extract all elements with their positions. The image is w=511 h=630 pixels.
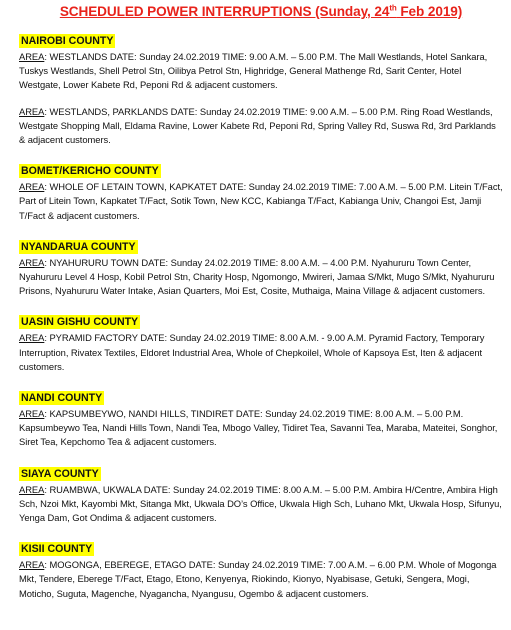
county-heading: KISII COUNTY	[21, 543, 93, 556]
area-label: AREA	[19, 408, 45, 420]
interruption-entry	[19, 331, 503, 374]
entry-text: : WHOLE OF LETAIN TOWN, KAPKATET DATE: Sunday 24.02.2019 TIME: 7.00 A.M. – 5.00 P.M. Litein T/Fact, Part of Litein Town, Kapkatet T/Fact, Sotik Town, New KCC, Kabianga T/Fact, Kabianga Univ, Changoi Est, Jamji T/Fact & adjacent customers.	[19, 181, 503, 221]
entry-text: : KAPSUMBEYWO, NANDI HILLS, TINDIRET DATE: Sunday 24.02.2019 TIME: 8.00 A.M. – 5.00 P.M. Kapsumbeywo Tea, Nandi Hills Town, Nandi Tea, Mbogo Valley, Tidiret Tea, Savanni Tea, Maraba, Mateitei, Songhor, Siret Tea, Kepchomo Tea & adjacent customers.	[19, 408, 498, 448]
entry-text: : NYAHURURU TOWN DATE: Sunday 24.02.2019 TIME: 8.00 A.M. – 4.00 P.M. Nyahururu Town Center, Nyahururu Level 4 Hosp, Kobil Petrol Stn, Charity Hosp, Ngomongo, Mwireri, Jamaa S/Mkt, Mugo S/Mkt, Nyahururu Prisons, Nyahururu Water Intake, Asian Quarters, Moi Est, Cosite, Muthaiga, Maina Village & adjacent customers.	[19, 256, 495, 297]
area-label: AREA	[19, 332, 45, 344]
area-label: AREA	[19, 181, 45, 193]
interruption-entry	[19, 256, 503, 299]
county-section	[19, 388, 503, 450]
area-label: AREA	[19, 483, 45, 495]
county-section	[19, 237, 503, 299]
county-heading: NYANDARUA COUNTY	[21, 240, 136, 253]
entry-text: : RUAMBWA, UKWALA DATE: Sunday 24.02.2019 TIME: 8.00 A.M. – 5.00 P.M. Ambira H/Centre, Ambira High Sch, Nzoi Mkt, Kayombi Mkt, Sitanga Mkt, Ukwala DO’s Office, Ukwala High Sch, Luhano Mkt, Ukwala Hosp, Sifunyu, Yenga Dam, Got Ondima & adjacent customers.	[19, 483, 502, 524]
area-label: AREA	[19, 256, 45, 268]
interruption-entry	[19, 180, 503, 223]
entry-text: : MOGONGA, EBEREGE, ETAGO DATE: Sunday 24.02.2019 TIME: 7.00 A.M. – 6.00 P.M. Whole of Mogonga Mkt, Tendere, Eberege T/Fact, Etago, Etono, Kenyenya, Riokindo, Kionyo, Nyabisase, Getuki, Sengera, Mogi, Moticho, Suguta, Magenche, Nyagancha, Nyangusu, Ogembo & adjacent customers.	[19, 559, 497, 599]
title-superscript: th	[389, 3, 397, 13]
interruption-entry	[19, 483, 503, 526]
interruption-entry	[19, 105, 503, 148]
county-heading: UASIN GISHU COUNTY	[21, 316, 139, 329]
entry-text: : PYRAMID FACTORY DATE: Sunday 24.02.2019 TIME: 8.00 A.M. - 9.00 A.M. Pyramid Factory, Temporary Interruption, Rivatex Textiles, Eldoret Industrial Area, Whole of Chepkoilel, Whole of Kapsoya Est, Iten & adjacent customers.	[19, 332, 485, 372]
entry-text: : WESTLANDS, PARKLANDS DATE: Sunday 24.02.2019 TIME: 9.00 A.M. – 5.00 P.M. Ring Road Westlands, Westgate Shopping Mall, Eldama Ravine, Lower Kabete Rd, Peponi Rd, Spring Valley Rd, Suswa Rd, 3rd Parklands & adjacent customers.	[19, 105, 496, 146]
county-section	[19, 161, 503, 223]
title-text: SCHEDULED POWER INTERRUPTIONS (Sunday, 24	[59, 4, 390, 19]
area-label: AREA	[19, 105, 45, 117]
county-heading: NAIROBI COUNTY	[21, 35, 114, 47]
area-label: AREA	[19, 559, 45, 571]
county-sections	[19, 31, 503, 601]
county-section	[19, 539, 503, 601]
county-section	[19, 312, 503, 374]
title-text-end: Feb 2019)	[396, 4, 463, 19]
area-label: AREA	[19, 51, 45, 62]
county-heading: SIAYA COUNTY	[21, 467, 99, 480]
interruption-entry	[19, 558, 503, 601]
county-section	[19, 464, 503, 526]
page-title	[19, 4, 503, 19]
county-heading: BOMET/KERICHO COUNTY	[21, 165, 159, 178]
entry-text: : WESTLANDS DATE: Sunday 24.02.2019 TIME: 9.00 A.M. – 5.00 P.M. The Mall Westlands, Hotel Sankara, Tuskys Westlands, Shell Petrol Stn, Oilibya Petrol Stn, Highridge, General Mathenge Rd, Sarit Center, Hotel Westgate, Lower Kabete Rd, Peponi Rd & adjacent customers.	[19, 51, 488, 91]
interruption-entry	[19, 407, 503, 450]
county-heading: NANDI COUNTY	[21, 392, 103, 405]
county-section	[19, 31, 503, 147]
interruption-entry	[19, 50, 503, 93]
